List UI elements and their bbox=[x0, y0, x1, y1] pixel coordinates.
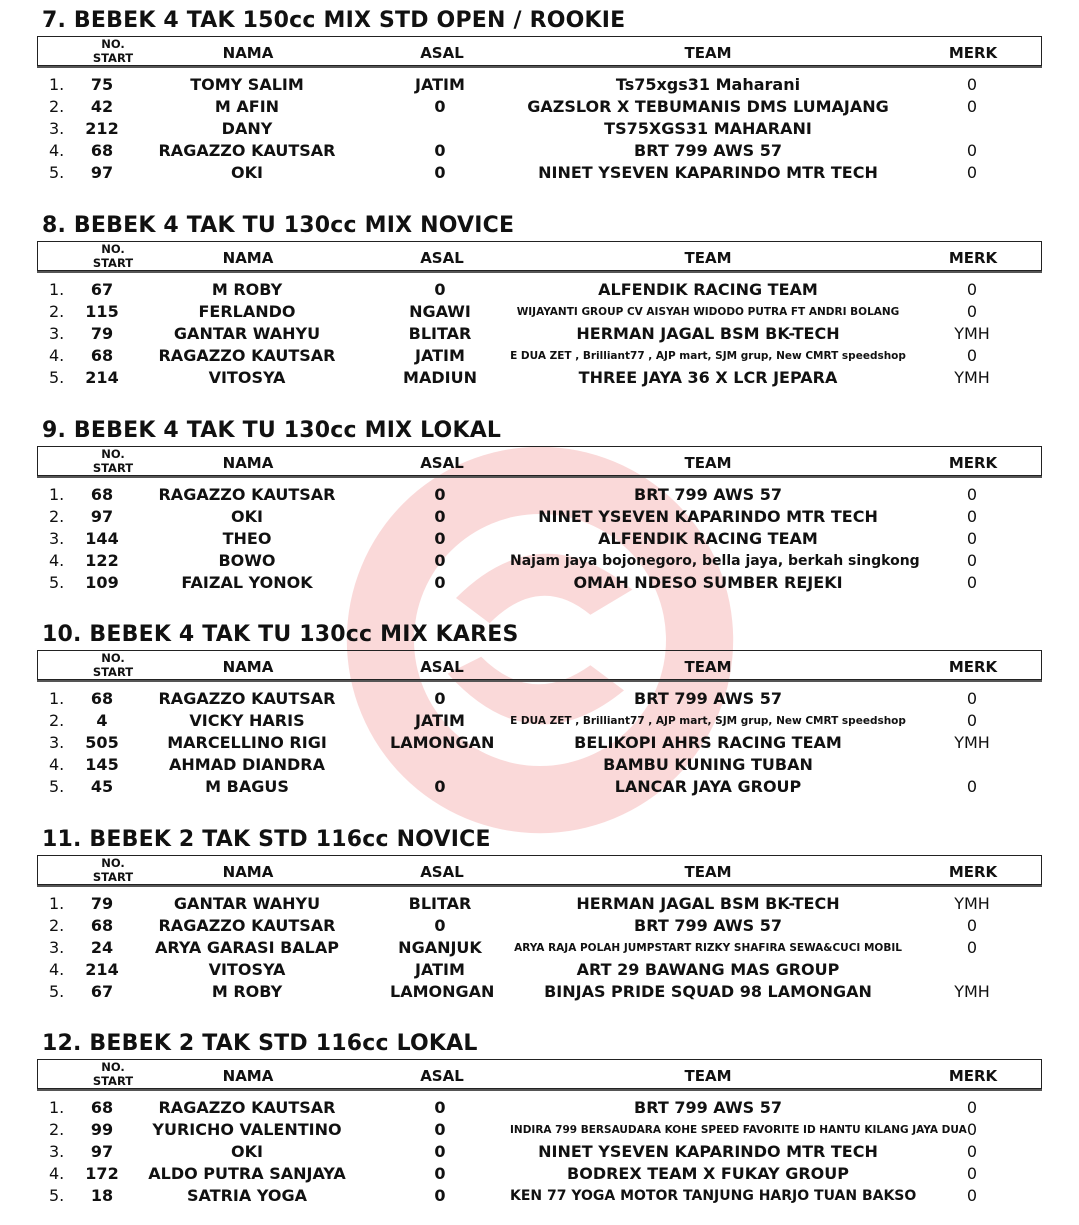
rider-origin: BLITAR bbox=[408, 894, 472, 913]
bike-brand: 0 bbox=[966, 1098, 978, 1117]
start-number: 97 bbox=[90, 163, 114, 182]
rider-name: YURICHO VALENTINO bbox=[152, 1120, 342, 1139]
bike-brand: 0 bbox=[966, 1142, 978, 1161]
section-title: 8. BEBEK 4 TAK TU 130cc MIX NOVICE bbox=[42, 213, 515, 238]
row-index: 1. bbox=[49, 75, 65, 94]
rider-origin: 0 bbox=[434, 1142, 446, 1161]
team-name: HERMAN JAGAL BSM BK-TECH bbox=[576, 324, 840, 343]
table-header bbox=[37, 855, 1042, 885]
table-row bbox=[0, 367, 1079, 389]
team-name: E DUA ZET , Brilliant77 , AJP mart, SJM grup, New CMRT speedshop bbox=[510, 715, 906, 727]
team-name: E DUA ZET , Brilliant77 , AJP mart, SJM grup, New CMRT speedshop bbox=[510, 350, 906, 362]
header-team: TEAM bbox=[684, 1067, 732, 1085]
row-index: 2. bbox=[49, 711, 65, 730]
bike-brand: YMH bbox=[954, 368, 990, 387]
table-header bbox=[37, 650, 1042, 680]
team-name: NINET YSEVEN KAPARINDO MTR TECH bbox=[538, 163, 878, 182]
rider-name: GANTAR WAHYU bbox=[173, 894, 321, 913]
header-nama: NAMA bbox=[222, 44, 274, 62]
start-number: 172 bbox=[85, 1164, 119, 1183]
rider-name: VICKY HARIS bbox=[189, 711, 305, 730]
row-index: 3. bbox=[49, 529, 65, 548]
table-row bbox=[0, 732, 1079, 754]
table-row bbox=[0, 140, 1079, 162]
rider-origin: 0 bbox=[434, 1120, 446, 1139]
start-number: 144 bbox=[85, 529, 119, 548]
header-merk: MERK bbox=[948, 658, 998, 676]
header-no-start bbox=[78, 651, 148, 678]
table-row bbox=[0, 279, 1079, 301]
header-no-start bbox=[78, 1060, 148, 1087]
start-number: 79 bbox=[90, 324, 114, 343]
start-number: 109 bbox=[85, 573, 119, 592]
bike-brand: 0 bbox=[966, 1164, 978, 1183]
rider-origin: JATIM bbox=[415, 346, 465, 365]
rider-origin: 0 bbox=[434, 485, 446, 504]
table-row bbox=[0, 528, 1079, 550]
table-row bbox=[0, 550, 1079, 572]
row-index: 5. bbox=[49, 777, 65, 796]
start-number: 214 bbox=[85, 368, 119, 387]
row-index: 5. bbox=[49, 1186, 65, 1205]
section-title: 11. BEBEK 2 TAK STD 116cc NOVICE bbox=[42, 827, 491, 852]
header-team: TEAM bbox=[684, 249, 732, 267]
bike-brand: 0 bbox=[966, 916, 978, 935]
rider-name: M BAGUS bbox=[205, 777, 289, 796]
rider-origin: 0 bbox=[434, 916, 446, 935]
rider-name: M AFIN bbox=[214, 97, 280, 116]
row-index: 5. bbox=[49, 368, 65, 387]
table-row bbox=[0, 710, 1079, 732]
table-row bbox=[0, 96, 1079, 118]
row-index: 3. bbox=[49, 938, 65, 957]
start-number: 24 bbox=[90, 938, 114, 957]
header-start-label: START bbox=[92, 51, 134, 65]
row-index: 4. bbox=[49, 551, 65, 570]
rider-origin: JATIM bbox=[415, 960, 465, 979]
header-asal: ASAL bbox=[420, 454, 464, 472]
bike-brand: YMH bbox=[954, 982, 990, 1001]
rider-name: FERLANDO bbox=[198, 302, 296, 321]
table-row bbox=[0, 572, 1079, 594]
rider-name: M ROBY bbox=[211, 280, 283, 299]
row-index: 4. bbox=[49, 755, 65, 774]
rider-name: OKI bbox=[231, 163, 263, 182]
rider-name: OKI bbox=[231, 1142, 263, 1161]
rider-origin: 0 bbox=[434, 1164, 446, 1183]
table-header bbox=[37, 446, 1042, 476]
rider-name: ARYA GARASI BALAP bbox=[155, 938, 339, 957]
section-title: 9. BEBEK 4 TAK TU 130cc MIX LOKAL bbox=[42, 418, 502, 443]
table-body bbox=[0, 688, 1079, 798]
rider-name: GANTAR WAHYU bbox=[173, 324, 321, 343]
row-index: 5. bbox=[49, 982, 65, 1001]
bike-brand: 0 bbox=[966, 302, 978, 321]
team-name: THREE JAYA 36 X LCR JEPARA bbox=[578, 368, 838, 387]
bike-brand: YMH bbox=[954, 733, 990, 752]
rider-origin: NGANJUK bbox=[398, 938, 482, 957]
header-no-start bbox=[78, 856, 148, 883]
rider-name: RAGAZZO KAUTSAR bbox=[158, 346, 336, 365]
rider-origin: 0 bbox=[434, 163, 446, 182]
header-asal: ASAL bbox=[420, 658, 464, 676]
header-no-label: NO. bbox=[101, 447, 125, 461]
bike-brand: 0 bbox=[966, 777, 978, 796]
rider-name: TOMY SALIM bbox=[190, 75, 304, 94]
section-title: 7. BEBEK 4 TAK 150cc MIX STD OPEN / ROOKIE bbox=[42, 8, 626, 33]
team-name: NINET YSEVEN KAPARINDO MTR TECH bbox=[538, 507, 878, 526]
header-start-label: START bbox=[92, 870, 134, 884]
header-no-start bbox=[78, 37, 148, 64]
rider-name: THEO bbox=[222, 529, 272, 548]
table-body bbox=[0, 484, 1079, 594]
row-index: 2. bbox=[49, 1120, 65, 1139]
header-merk: MERK bbox=[948, 249, 998, 267]
bike-brand: 0 bbox=[966, 551, 978, 570]
start-number: 75 bbox=[90, 75, 114, 94]
start-number: 67 bbox=[90, 982, 114, 1001]
row-index: 2. bbox=[49, 302, 65, 321]
header-no-label: NO. bbox=[101, 242, 125, 256]
start-number: 505 bbox=[85, 733, 119, 752]
header-merk: MERK bbox=[948, 863, 998, 881]
team-name: ART 29 BAWANG MAS GROUP bbox=[576, 960, 840, 979]
table-header bbox=[37, 36, 1042, 66]
table-row bbox=[0, 301, 1079, 323]
team-name: LANCAR JAYA GROUP bbox=[614, 777, 802, 796]
start-number: 68 bbox=[90, 1098, 114, 1117]
rider-origin: 0 bbox=[434, 689, 446, 708]
rider-name: RAGAZZO KAUTSAR bbox=[158, 485, 336, 504]
header-start-label: START bbox=[92, 256, 134, 270]
section-title: 12. BEBEK 2 TAK STD 116cc LOKAL bbox=[42, 1031, 478, 1056]
row-index: 5. bbox=[49, 163, 65, 182]
bike-brand: 0 bbox=[966, 485, 978, 504]
header-no-label: NO. bbox=[101, 856, 125, 870]
table-row bbox=[0, 118, 1079, 140]
header-no-start bbox=[78, 242, 148, 269]
bike-brand: 0 bbox=[966, 573, 978, 592]
row-index: 4. bbox=[49, 141, 65, 160]
bike-brand: 0 bbox=[966, 97, 978, 116]
table-body bbox=[0, 893, 1079, 1003]
rider-origin: LAMONGAN bbox=[390, 982, 495, 1001]
table-row bbox=[0, 1163, 1079, 1185]
rider-origin: LAMONGAN bbox=[390, 733, 495, 752]
rider-origin: JATIM bbox=[415, 711, 465, 730]
header-no-label: NO. bbox=[101, 651, 125, 665]
rider-origin: NGAWI bbox=[409, 302, 471, 321]
team-name: BINJAS PRIDE SQUAD 98 LAMONGAN bbox=[544, 982, 872, 1001]
bike-brand: 0 bbox=[966, 346, 978, 365]
start-number: 145 bbox=[85, 755, 119, 774]
team-name: BODREX TEAM X FUKAY GROUP bbox=[567, 1164, 849, 1183]
table-header bbox=[37, 1059, 1042, 1089]
rider-name: SATRIA YOGA bbox=[187, 1186, 307, 1205]
table-row bbox=[0, 1185, 1079, 1207]
header-nama: NAMA bbox=[222, 863, 274, 881]
rider-name: M ROBY bbox=[211, 982, 283, 1001]
team-name: OMAH NDESO SUMBER REJEKI bbox=[573, 573, 843, 592]
rider-origin: 0 bbox=[434, 551, 446, 570]
header-no-label: NO. bbox=[101, 37, 125, 51]
row-index: 1. bbox=[49, 485, 65, 504]
header-nama: NAMA bbox=[222, 454, 274, 472]
team-name: BAMBU KUNING TUBAN bbox=[603, 755, 813, 774]
table-row bbox=[0, 484, 1079, 506]
start-number: 99 bbox=[90, 1120, 114, 1139]
start-number: 18 bbox=[90, 1186, 114, 1205]
team-name: BRT 799 AWS 57 bbox=[634, 689, 782, 708]
table-body bbox=[0, 74, 1079, 184]
team-name: BELIKOPI AHRS RACING TEAM bbox=[574, 733, 842, 752]
rider-name: OKI bbox=[231, 507, 263, 526]
header-merk: MERK bbox=[948, 1067, 998, 1085]
rider-origin: 0 bbox=[434, 1098, 446, 1117]
table-row bbox=[0, 345, 1079, 367]
rider-origin: BLITAR bbox=[408, 324, 472, 343]
table-row bbox=[0, 754, 1079, 776]
rider-name: FAIZAL YONOK bbox=[181, 573, 313, 592]
start-number: 42 bbox=[90, 97, 114, 116]
bike-brand: YMH bbox=[954, 324, 990, 343]
table-row bbox=[0, 1097, 1079, 1119]
rider-name: RAGAZZO KAUTSAR bbox=[158, 141, 336, 160]
start-number: 97 bbox=[90, 507, 114, 526]
header-start-label: START bbox=[92, 665, 134, 679]
row-index: 1. bbox=[49, 894, 65, 913]
rider-origin: 0 bbox=[434, 507, 446, 526]
header-asal: ASAL bbox=[420, 44, 464, 62]
row-index: 1. bbox=[49, 280, 65, 299]
header-team: TEAM bbox=[684, 44, 732, 62]
rider-name: DANY bbox=[221, 119, 273, 138]
rider-origin: JATIM bbox=[415, 75, 465, 94]
rider-name: ALDO PUTRA SANJAYA bbox=[148, 1164, 346, 1183]
table-header bbox=[37, 241, 1042, 271]
rider-origin: 0 bbox=[434, 777, 446, 796]
start-number: 122 bbox=[85, 551, 119, 570]
start-number: 68 bbox=[90, 141, 114, 160]
table-row bbox=[0, 981, 1079, 1003]
row-index: 4. bbox=[49, 1164, 65, 1183]
start-number: 68 bbox=[90, 689, 114, 708]
header-team: TEAM bbox=[684, 658, 732, 676]
start-number: 115 bbox=[85, 302, 119, 321]
start-number: 68 bbox=[90, 346, 114, 365]
header-nama: NAMA bbox=[222, 1067, 274, 1085]
bike-brand: 0 bbox=[966, 75, 978, 94]
rider-name: RAGAZZO KAUTSAR bbox=[158, 689, 336, 708]
team-name: BRT 799 AWS 57 bbox=[634, 485, 782, 504]
table-row bbox=[0, 959, 1079, 981]
header-no-start bbox=[78, 447, 148, 474]
row-index: 4. bbox=[49, 960, 65, 979]
header-asal: ASAL bbox=[420, 863, 464, 881]
team-name: WIJAYANTI GROUP CV AISYAH WIDODO PUTRA FT ANDRI BOLANG bbox=[516, 306, 900, 318]
row-index: 3. bbox=[49, 119, 65, 138]
row-index: 2. bbox=[49, 97, 65, 116]
rider-origin: 0 bbox=[434, 1186, 446, 1205]
bike-brand: 0 bbox=[966, 711, 978, 730]
header-asal: ASAL bbox=[420, 1067, 464, 1085]
row-index: 1. bbox=[49, 689, 65, 708]
table-row bbox=[0, 937, 1079, 959]
header-team: TEAM bbox=[684, 863, 732, 881]
row-index: 3. bbox=[49, 733, 65, 752]
table-row bbox=[0, 776, 1079, 798]
section-title: 10. BEBEK 4 TAK TU 130cc MIX KARES bbox=[42, 622, 519, 647]
table-body bbox=[0, 279, 1079, 389]
bike-brand: 0 bbox=[966, 163, 978, 182]
bike-brand: 0 bbox=[966, 689, 978, 708]
table-row bbox=[0, 915, 1079, 937]
rider-origin: 0 bbox=[434, 97, 446, 116]
header-nama: NAMA bbox=[222, 658, 274, 676]
table-row bbox=[0, 688, 1079, 710]
bike-brand: 0 bbox=[966, 1120, 978, 1139]
team-name: ALFENDIK RACING TEAM bbox=[598, 280, 818, 299]
rider-origin: 0 bbox=[434, 573, 446, 592]
bike-brand: YMH bbox=[954, 894, 990, 913]
team-name: Najam jaya bojonegoro, bella jaya, berkah singkong bbox=[510, 553, 920, 569]
rider-name: VITOSYA bbox=[208, 960, 286, 979]
table-row bbox=[0, 1141, 1079, 1163]
team-name: BRT 799 AWS 57 bbox=[634, 141, 782, 160]
team-name: BRT 799 AWS 57 bbox=[634, 1098, 782, 1117]
rider-name: VITOSYA bbox=[208, 368, 286, 387]
team-name: KEN 77 YOGA MOTOR TANJUNG HARJO TUAN BAKSO bbox=[510, 1188, 917, 1204]
table-body bbox=[0, 1097, 1079, 1207]
team-name: ARYA RAJA POLAH JUMPSTART RIZKY SHAFIRA SEWA&CUCI MOBIL bbox=[514, 942, 902, 954]
row-index: 1. bbox=[49, 1098, 65, 1117]
row-index: 3. bbox=[49, 324, 65, 343]
rider-name: MARCELLINO RIGI bbox=[167, 733, 327, 752]
header-merk: MERK bbox=[948, 44, 998, 62]
bike-brand: 0 bbox=[966, 507, 978, 526]
team-name: GAZSLOR X TEBUMANIS DMS LUMAJANG bbox=[527, 97, 889, 116]
bike-brand: 0 bbox=[966, 938, 978, 957]
table-row bbox=[0, 323, 1079, 345]
row-index: 5. bbox=[49, 573, 65, 592]
team-name: NINET YSEVEN KAPARINDO MTR TECH bbox=[538, 1142, 878, 1161]
rider-name: AHMAD DIANDRA bbox=[169, 755, 325, 774]
bike-brand: 0 bbox=[966, 141, 978, 160]
team-name: Ts75xgs31 Maharani bbox=[615, 75, 801, 94]
table-row bbox=[0, 506, 1079, 528]
row-index: 4. bbox=[49, 346, 65, 365]
start-number: 79 bbox=[90, 894, 114, 913]
header-start-label: START bbox=[92, 461, 134, 475]
rider-origin: 0 bbox=[434, 529, 446, 548]
team-name: BRT 799 AWS 57 bbox=[634, 916, 782, 935]
rider-name: RAGAZZO KAUTSAR bbox=[158, 1098, 336, 1117]
start-number: 214 bbox=[85, 960, 119, 979]
team-name: TS75XGS31 MAHARANI bbox=[604, 119, 812, 138]
rider-name: RAGAZZO KAUTSAR bbox=[158, 916, 336, 935]
table-row bbox=[0, 162, 1079, 184]
start-number: 68 bbox=[90, 916, 114, 935]
row-index: 3. bbox=[49, 1142, 65, 1161]
table-row bbox=[0, 893, 1079, 915]
table-row bbox=[0, 74, 1079, 96]
team-name: HERMAN JAGAL BSM BK-TECH bbox=[576, 894, 840, 913]
header-team: TEAM bbox=[684, 454, 732, 472]
bike-brand: 0 bbox=[966, 280, 978, 299]
header-no-label: NO. bbox=[101, 1060, 125, 1074]
row-index: 2. bbox=[49, 916, 65, 935]
team-name: ALFENDIK RACING TEAM bbox=[598, 529, 818, 548]
bike-brand: 0 bbox=[966, 1186, 978, 1205]
rider-origin: 0 bbox=[434, 141, 446, 160]
header-nama: NAMA bbox=[222, 249, 274, 267]
start-number: 68 bbox=[90, 485, 114, 504]
start-number: 4 bbox=[96, 711, 108, 730]
header-merk: MERK bbox=[948, 454, 998, 472]
rider-origin: 0 bbox=[434, 280, 446, 299]
table-row bbox=[0, 1119, 1079, 1141]
team-name: INDIRA 799 BERSAUDARA KOHE SPEED FAVORITE ID HANTU KILANG JAYA DUA bbox=[510, 1124, 967, 1136]
start-number: 45 bbox=[90, 777, 114, 796]
start-number: 67 bbox=[90, 280, 114, 299]
rider-name: BOWO bbox=[218, 551, 276, 570]
row-index: 2. bbox=[49, 507, 65, 526]
rider-origin: MADIUN bbox=[403, 368, 477, 387]
start-number: 97 bbox=[90, 1142, 114, 1161]
header-start-label: START bbox=[92, 1074, 134, 1088]
header-asal: ASAL bbox=[420, 249, 464, 267]
start-number: 212 bbox=[85, 119, 119, 138]
bike-brand: 0 bbox=[966, 529, 978, 548]
